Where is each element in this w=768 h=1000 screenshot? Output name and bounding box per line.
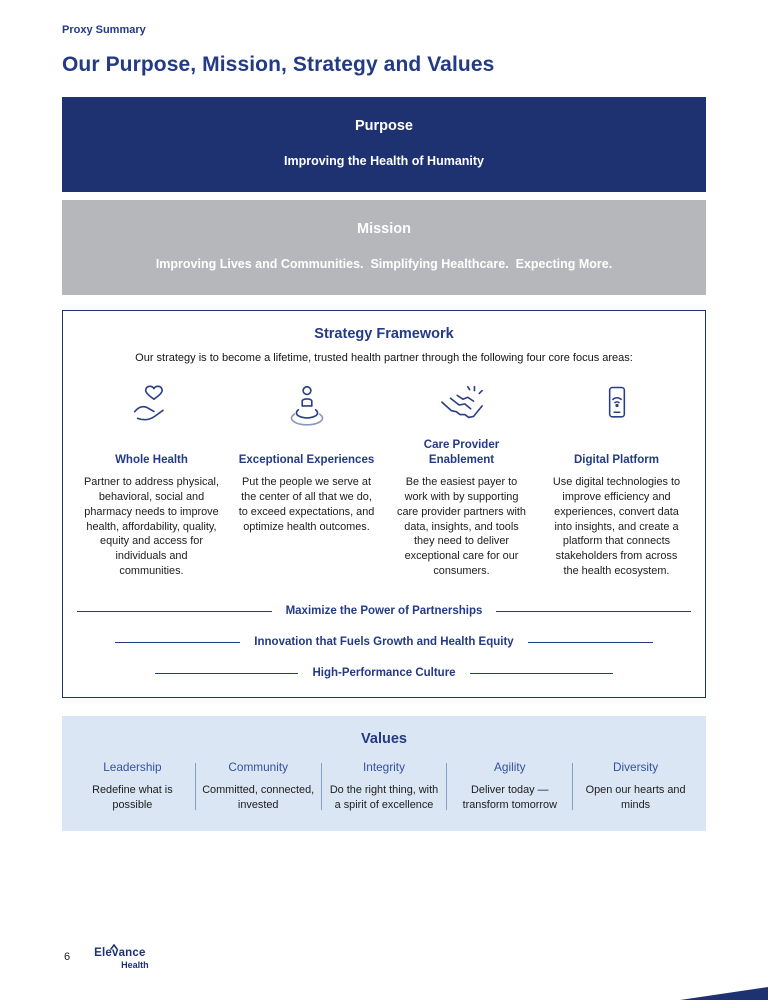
pillar-label: Maximize the Power of Partnerships	[285, 605, 483, 618]
value-title: Integrity	[363, 760, 405, 775]
page-number: 6	[64, 951, 71, 963]
strategy-title: Strategy Framework	[314, 326, 454, 342]
value-title: Agility	[494, 760, 526, 775]
logo-wordmark-line2: Health	[121, 960, 149, 970]
value-text: Open our hearts and minds	[585, 784, 686, 812]
values-box	[62, 716, 706, 830]
value-title: Community	[228, 760, 289, 775]
person-ripple-icon	[284, 381, 330, 427]
purpose-text: Improving the Health of Humanity	[283, 154, 484, 168]
focus-title: Care Provider Enablement	[423, 439, 500, 466]
strategy-framework-box	[62, 310, 706, 698]
values-title: Values	[361, 731, 407, 748]
value-title: Diversity	[612, 760, 659, 775]
pillar-rule-right	[528, 642, 653, 643]
value-text: Redefine what is possible	[92, 784, 173, 812]
focus-title: Exceptional Experiences	[238, 453, 375, 466]
focus-text: Put the people we serve at the center of all that we do, to exceed expectations, and optimize health outcomes.	[238, 476, 375, 533]
section-eyebrow: Proxy Summary	[62, 24, 146, 36]
pillar-rule-right	[496, 611, 691, 612]
value-title: Leadership	[103, 760, 162, 775]
strategy-pillar	[155, 667, 613, 679]
strategy-pillar	[115, 636, 653, 648]
focus-icons-row	[77, 380, 691, 428]
value-text: Deliver today — transform tomorrow	[462, 784, 557, 812]
page-footer	[64, 944, 149, 970]
mobile-wifi-icon	[595, 381, 639, 427]
focus-text: Be the easiest payer to work with by supporting care provider partners with data, insights, and tools they need to deliver exceptional care for our consumers.	[397, 476, 526, 577]
values-grid	[70, 760, 698, 812]
elevance-health-logo	[94, 944, 149, 970]
strategy-pillar	[77, 605, 691, 617]
focus-title: Whole Health	[115, 453, 188, 466]
focus-titles-row	[77, 438, 691, 467]
pillar-label: High-Performance Culture	[312, 667, 456, 680]
value-text: Do the right thing, with a spirit of excellence	[329, 784, 439, 812]
purpose-title: Purpose	[354, 118, 413, 134]
value-item	[322, 760, 447, 812]
value-item	[196, 760, 321, 812]
page-title: Our Purpose, Mission, Strategy and Values	[62, 53, 495, 76]
handshake-icon	[438, 381, 486, 427]
mission-banner	[62, 200, 706, 295]
page-corner-graphic	[680, 987, 768, 1000]
heart-in-hand-icon	[129, 381, 175, 427]
value-item	[70, 760, 195, 812]
value-text: Committed, connected, invested	[202, 784, 315, 812]
pillar-rule-left	[155, 673, 298, 674]
value-item	[573, 760, 698, 812]
pillar-rule-left	[115, 642, 240, 643]
purpose-banner	[62, 97, 706, 192]
focus-texts-row	[77, 475, 691, 578]
focus-text: Use digital technologies to improve efficiency and experiences, convert data into insights, and create a platform that connects stakeholders from across the health ecosystem.	[552, 476, 681, 577]
focus-text: Partner to address physical, behavioral, social and pharmacy needs to improve health, affordability, quality, equity and access for individuals and communities.	[84, 476, 219, 577]
pillar-label: Innovation that Fuels Growth and Health Equity	[254, 636, 514, 649]
logo-wordmark: Elevance	[94, 947, 146, 959]
logo-caret-icon	[110, 938, 118, 954]
mission-text: Improving Lives and Communities. Simplifying Healthcare. Expecting More.	[155, 257, 613, 271]
mission-title: Mission	[357, 221, 411, 237]
value-item	[447, 760, 572, 812]
pillar-rule-right	[470, 673, 613, 674]
strategy-subtitle: Our strategy is to become a lifetime, trusted health partner through the following four core focus areas:	[135, 352, 633, 364]
pillar-rule-left	[77, 611, 272, 612]
focus-title: Digital Platform	[574, 453, 659, 466]
